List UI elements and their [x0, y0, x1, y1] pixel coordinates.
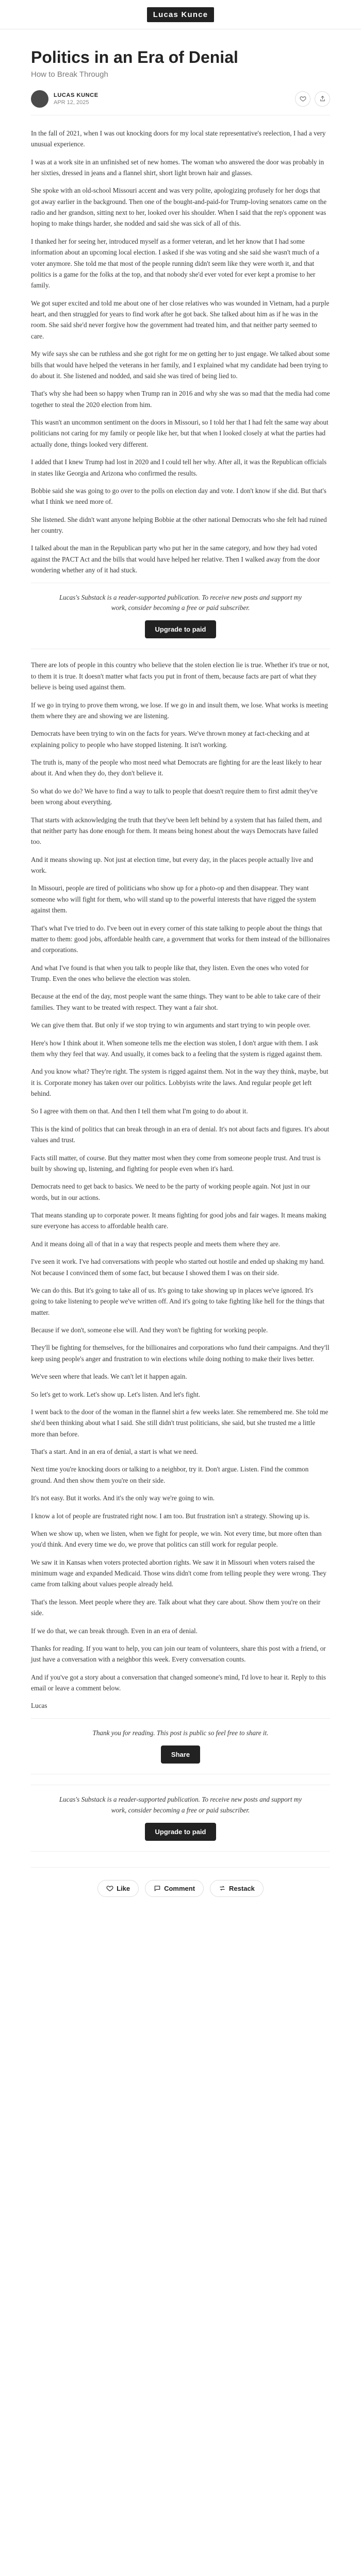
top-bar [0, 0, 361, 29]
signoff: Lucas [31, 1702, 47, 1710]
upgrade-button[interactable]: Upgrade to paid [145, 620, 217, 638]
share-promo [31, 1718, 330, 1774]
post-footer [31, 1867, 330, 1909]
paragraph: In the fall of 2021, when I was out knocking doors for my local state representative's reelection, I had a very unusual experience. [31, 129, 326, 148]
paragraph: If we do that, we can break through. Even in an era of denial. [31, 1626, 198, 1635]
paragraph: We saw it in Kansas when voters protected abortion rights. We saw it in Missouri when voters raised the minimum wage and expanded Medicaid. Those wins didn't come from telling people they were wrong. They came from talking about values people already held. [31, 1558, 326, 1588]
paragraph: Because at the end of the day, most people want the same things. They want to be able to take care of their families. They want to be treated with respect. They want a fair shot. [31, 992, 321, 1011]
post-actions [295, 91, 330, 107]
paragraph: That's what I've tried to do. I've been out in every corner of this state talking to people about the things that matter to them: good jobs, affordable health care, a government that works for them instead of the billionaires and corporations. [31, 924, 330, 954]
paragraph: In Missouri, people are tired of politicians who show up for a photo-op and then disappear. They want someone who will fight for them, who will stand up to the powerful interests that have rigged the system against them. [31, 884, 316, 914]
brand-logo[interactable]: Lucas Kunce [147, 7, 215, 22]
byline-meta [54, 92, 290, 106]
paragraph: And it means showing up. Not just at election time, but every day, in the places people actually live and work. [31, 855, 314, 875]
paragraph: I know a lot of people are frustrated right now. I am too. But frustration isn't a strategy. Showing up is. [31, 1512, 310, 1520]
paragraph: There are lots of people in this country who believe that the stolen election lie is true. Whether it's true or not, to them it is true. It doesn't matter what facts you put in front of them, because facts are part of what they believe is being used against them. [31, 661, 330, 691]
heart-icon [106, 1885, 113, 1892]
post-subtitle: How to Break Through [31, 70, 108, 79]
article-body-part-2 [31, 659, 330, 1116]
footer-comment-button[interactable] [145, 1880, 204, 1897]
author-name[interactable]: LUCAS KUNCE [54, 92, 99, 98]
share-post-button[interactable]: Share [161, 1745, 200, 1764]
paragraph: And if you've got a story about a conversation that changed someone's mind, I'd love to hear it. Reply to this email or leave a comment below. [31, 1673, 326, 1692]
subscribe-promo [31, 583, 330, 650]
paragraph: She listened. She didn't want anyone helping Bobbie at the other national Democrats who she felt had ruined her country. [31, 515, 327, 535]
paragraph: So I agree with them on that. And then I tell them what I'm going to do about it. [31, 1107, 248, 1115]
post-title: Politics in an Era of Denial [31, 48, 238, 66]
paragraph: That's a start. And in an era of denial, a start is what we need. [31, 1448, 198, 1456]
restack-icon [219, 1885, 226, 1892]
paragraph: Facts still matter, of course. But they matter most when they come from someone people trust. And trust is built by showing up, listening, and fighting for people even when it's hard. [31, 1154, 321, 1173]
paragraph: Here's how I think about it. When someone tells me the election was stolen, I don't argue with them. I ask them why they feel that way. And usually, it comes back to a feeling that the system is rigged against them. [31, 1039, 322, 1058]
paragraph: My wife says she can be ruthless and she got right for me on getting her to just engage. We talked about some bills that would have helped the veterans in her family, and I explained what my candidate had been trying to do about it. She listened and nodded, and said she was tired of being lied to. [31, 350, 330, 380]
paragraph: That means standing up to corporate power. It means fighting for good jobs and fair wages. It means making sure everyone has access to affordable health care. [31, 1211, 326, 1230]
paragraph: I talked about the man in the Republican party who put her in the same category, and how they had voted against the PACT Act and the bills that would have helped her relative. Then I walked away from the door wondering whether any of it had stuck. [31, 544, 320, 574]
promo-text: Lucas's Substack is a reader-supported publication. To receive new posts and support my work, consider becoming a free or paid subscriber. [59, 593, 302, 612]
paragraph: They'll be fighting for themselves, for the billionaires and corporations who fund their campaigns. And they'll keep using people's anger and frustration to win elections while doing nothing to make their lives better. [31, 1344, 330, 1363]
footer-comment-label: Comment [164, 1884, 195, 1892]
heart-icon [300, 95, 306, 102]
paragraph: This wasn't an uncommon sentiment on the doors in Missouri, so I told her that I had felt the same way about politicians not caring for my family or people like her, but that when I looked closely at what the parties had actually done, things looked very different. [31, 418, 329, 448]
paragraph: I've seen it work. I've had conversations with people who started out hostile and ended up shaking my hand. Not because I convinced them of some fact, but because I showed them I was on their side. [31, 1258, 325, 1277]
paragraph: And it means doing all of that in a way that respects people and meets them where they are. [31, 1240, 281, 1248]
footer-restack-label: Restack [229, 1884, 255, 1892]
paragraph: Democrats have been trying to win on the facts for years. We've thrown money at fact-checking and at explaining policy to people who have stopped listening. It isn't working. [31, 730, 310, 749]
paragraph: If we go in trying to prove them wrong, we lose. If we go in and insult them, we lose. What works is meeting them where they are and showing we are listening. [31, 701, 328, 720]
paragraph: When we show up, when we listen, when we fight for people, we win. Not every time, but more often than you'd think. And every time we do, we prove that politics can still work for regular people. [31, 1529, 322, 1549]
footer-restack-button[interactable] [210, 1880, 264, 1897]
paragraph: Thanks for reading. If you want to help, you can join our team of volunteers, share this post with a friend, or just have a conversation with a neighbor this week. Every conversation counts. [31, 1644, 326, 1664]
post-container [31, 48, 330, 1909]
paragraph: And you know what? They're right. The system is rigged against them. Not in the way they think, maybe, but it is. Corporate money has taken over our politics. Lobbyists write the laws. And regular people get left behind. [31, 1067, 329, 1098]
article-body-part-1 [31, 128, 330, 576]
paragraph: I was at a work site in an unfinished set of new homes. The woman who answered the door was probably in her sixties, dressed in jeans and a flannel shirt, short light brown hair and glasses. [31, 158, 324, 177]
post-date: APR 12, 2025 [54, 99, 89, 106]
upgrade-button-bottom[interactable]: Upgrade to paid [145, 1823, 217, 1841]
paragraph: We can do this. But it's going to take all of us. It's going to take showing up in places we've ignored. It's going to take listening to people we've written off. And it's going to take fighting like hell for the things that matter. [31, 1286, 324, 1316]
paragraph: This is the kind of politics that can break through in an era of denial. It's not about facts and figures. It's about values and trust. [31, 1125, 330, 1144]
paragraph: I went back to the door of the woman in the flannel shirt a few weeks later. She remembered me. She told me she'd been thinking about what I said. She still didn't trust politicians, she said, but she trusted me a little more than before. [31, 1408, 329, 1438]
share-button[interactable] [315, 91, 330, 107]
article-body-part-3 [31, 1124, 330, 1504]
paragraph: That's the lesson. Meet people where they are. Talk about what they care about. Show them you're on their side. [31, 1598, 321, 1617]
paragraph: The truth is, many of the people who most need what Democrats are fighting for are the least likely to hear about it. And when they do, they don't believe it. [31, 758, 322, 777]
paragraph: So what do we do? We have to find a way to talk to people that doesn't require them to first admit they've been wrong about everything. [31, 787, 318, 806]
paragraph: She spoke with an old-school Missouri accent and was very polite, apologizing profusely for her dogs that got away earlier in the background. Then one of the bought-and-paid-for Trump-loving senators came on the radio and her grandson, sitting next to her, looked over his shoulder. When I said that the rep's opponent was hoping to make things harder, she nodded and said she was sick of all of this. [31, 187, 327, 228]
share-icon [319, 95, 326, 102]
promo-text-bottom: Lucas's Substack is a reader-supported publication. To receive new posts and support my work, consider becoming a free or paid subscriber. [59, 1795, 302, 1814]
paragraph: Because if we don't, someone else will. And they won't be fighting for working people. [31, 1326, 268, 1334]
article-body-part-4 [31, 1511, 330, 1694]
paragraph: That starts with acknowledging the truth that they've been left behind by a system that has failed them, and that neither party has done enough for them. It means being honest about the ways Democrats have failed too. [31, 816, 322, 846]
paragraph: Democrats need to get back to basics. We need to be the party of working people again. Not just in our words, but in our actions. [31, 1182, 310, 1201]
paragraph: So let's get to work. Let's show up. Let's listen. And let's fight. [31, 1390, 201, 1398]
footer-like-label: Like [117, 1884, 130, 1892]
paragraph: We've seen where that leads. We can't let it happen again. [31, 1372, 187, 1381]
subscribe-promo-bottom [31, 1785, 330, 1852]
like-button[interactable] [295, 91, 310, 107]
paragraph: And what I've found is that when you talk to people like that, they listen. Even the ones who voted for Trump. Even the ones who believe the election was stolen. [31, 963, 309, 983]
footer-like-button[interactable] [97, 1880, 139, 1897]
paragraph: I added that I knew Trump had lost in 2020 and I could tell her why. After all, it was the Republican officials in states like Georgia and Arizona who confirmed the results. [31, 458, 327, 477]
paragraph: That's why she had been so happy when Trump ran in 2016 and why she was so mad that the media had come together to steal the 2020 election from him. [31, 389, 330, 409]
author-avatar[interactable] [31, 90, 48, 108]
paragraph: Next time you're knocking doors or talking to a neighbor, try it. Don't argue. Listen. Find the common ground. And then show them you're on their side. [31, 1465, 309, 1484]
paragraph: It's not easy. But it works. And it's the only way we're going to win. [31, 1494, 215, 1502]
paragraph: We got super excited and told me about one of her close relatives who was wounded in Vietnam, had a purple heart, and then struggled for years to find work after he got back. She talked about him as if he was in the room. She said she'd never forgive how the government had treated him, and that neither party seemed to care. [31, 299, 330, 340]
paragraph: We can give them that. But only if we stop trying to win arguments and start trying to win people over. [31, 1021, 311, 1029]
share-promo-text: Thank you for reading. This post is public so feel free to share it. [92, 1728, 269, 1737]
paragraph: I thanked her for seeing her, introduced myself as a former veteran, and let her know that I had some information about an upcoming local election. I asked if she was voting and she said she wasn't much of a voter anymore. She told me that most of the people running didn't seem like they were worth it, and that politics is a game for the folks at the top, and that nobody she'd ever voted for ever kept a promise to her family. [31, 237, 320, 290]
byline [31, 90, 330, 115]
paragraph: Bobbie said she was going to go over to the polls on election day and vote. I don't know if she did. But that's what I think we need more of. [31, 486, 326, 506]
comment-icon [154, 1885, 161, 1892]
